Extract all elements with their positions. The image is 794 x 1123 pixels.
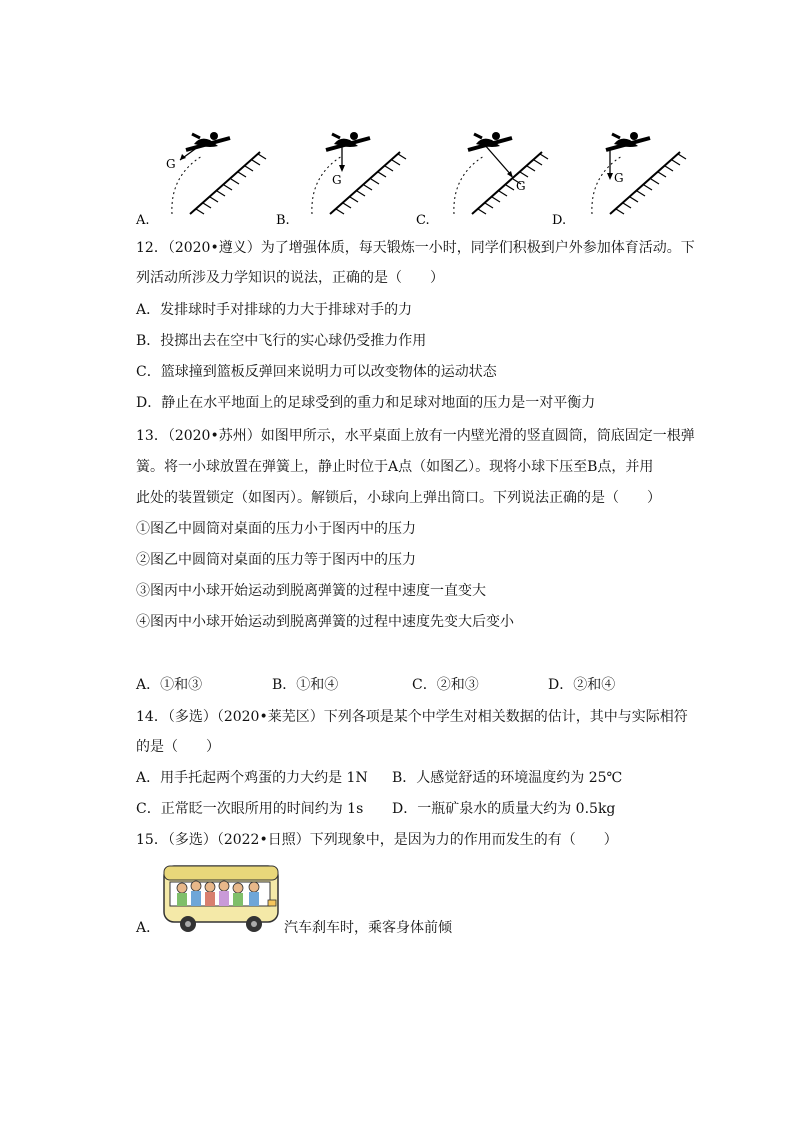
g-label-d: G <box>614 171 624 185</box>
bus-passengers-icon <box>160 860 284 936</box>
g-label-c: G <box>516 179 526 193</box>
option-letter-a: A. <box>136 213 150 228</box>
q12-stem-line1: 12．（2020•遵义）为了增强体质，每天锻炼一小时，同学们积极到户外参加体育活动。下 <box>136 240 695 256</box>
q14-option-a: A．用手托起两个鸡蛋的力大约是 1N <box>136 770 368 786</box>
q13-statement-1: ①图乙中圆筒对桌面的压力小于图丙中的压力 <box>136 521 416 537</box>
q13-option-b: B．①和④ <box>272 677 339 693</box>
q15-option-a-caption: 汽车刹车时，乘客身体前倾 <box>284 920 452 936</box>
q12-option-d: D．静止在水平地面上的足球受到的重力和足球对地面的压力是一对平衡力 <box>136 395 596 411</box>
g-label-b: G <box>332 173 342 187</box>
q12-stem-line2: 列活动所涉及力学知识的说法，正确的是（ ） <box>136 270 444 286</box>
q13-option-a: A．①和③ <box>136 677 203 693</box>
figure-c <box>416 132 548 228</box>
q13-stem-line1: 13．（2020•苏州）如图甲所示，水平桌面上放有一内壁光滑的竖直圆筒，筒底固定一根弹 <box>136 428 695 444</box>
q12-option-b: B．投掷出去在空中飞行的实心球仍受推力作用 <box>136 333 427 349</box>
q14-option-c: C．正常眨一次眼所用的时间约为 1s <box>136 801 364 817</box>
q14-stem-line1: 14．（多选）（2020•莱芜区）下列各项是某个中学生对相关数据的估计，其中与实际相符 <box>136 709 688 725</box>
q13-stem-line3: 此处的装置锁定（如图丙）。解锁后，小球向上弹出筒口。下列说法正确的是（ ） <box>136 490 661 506</box>
bus-illustration <box>160 860 284 936</box>
q14-stem-line2: 的是（ ） <box>136 739 220 755</box>
q12-option-a: A．发排球时手对排球的力大于排球对手的力 <box>136 302 413 318</box>
q13-statement-4: ④图丙中小球开始运动到脱离弹簧的过程中速度先变大后变小 <box>136 614 514 630</box>
q14-option-d: D．一瓶矿泉水的质量大约为 0.5kg <box>392 801 616 817</box>
q12-option-c: C．篮球撞到篮板反弹回来说明力可以改变物体的运动状态 <box>136 364 497 380</box>
q13-statement-3: ③图丙中小球开始运动到脱离弹簧的过程中速度一直变大 <box>136 583 486 599</box>
g-label-a: G <box>166 157 176 171</box>
q13-option-d: D．②和④ <box>548 677 616 693</box>
q15-option-a-letter: A． <box>136 920 161 936</box>
q15-stem: 15．（多选）（2022•日照）下列现象中，是因为力的作用而发生的有（ ） <box>136 832 618 848</box>
option-letter-d: D. <box>552 213 567 228</box>
skier-diagrams <box>130 128 690 228</box>
option-letter-b: B. <box>276 213 290 228</box>
figure-a <box>135 132 266 228</box>
option-letter-c: C. <box>416 213 430 228</box>
figure-d <box>552 132 686 228</box>
figure-b <box>276 132 406 228</box>
q11-figure-row <box>130 128 690 228</box>
q13-option-c: C．②和③ <box>412 677 479 693</box>
q13-statement-2: ②图乙中圆筒对桌面的压力等于图丙中的压力 <box>136 552 416 568</box>
q14-option-b: B．人感觉舒适的环境温度约为 25℃ <box>392 770 623 786</box>
q13-stem-line2: 簧。将一小球放置在弹簧上，静止时位于A点（如图乙）。现将小球下压至B点，并用 <box>136 459 654 475</box>
